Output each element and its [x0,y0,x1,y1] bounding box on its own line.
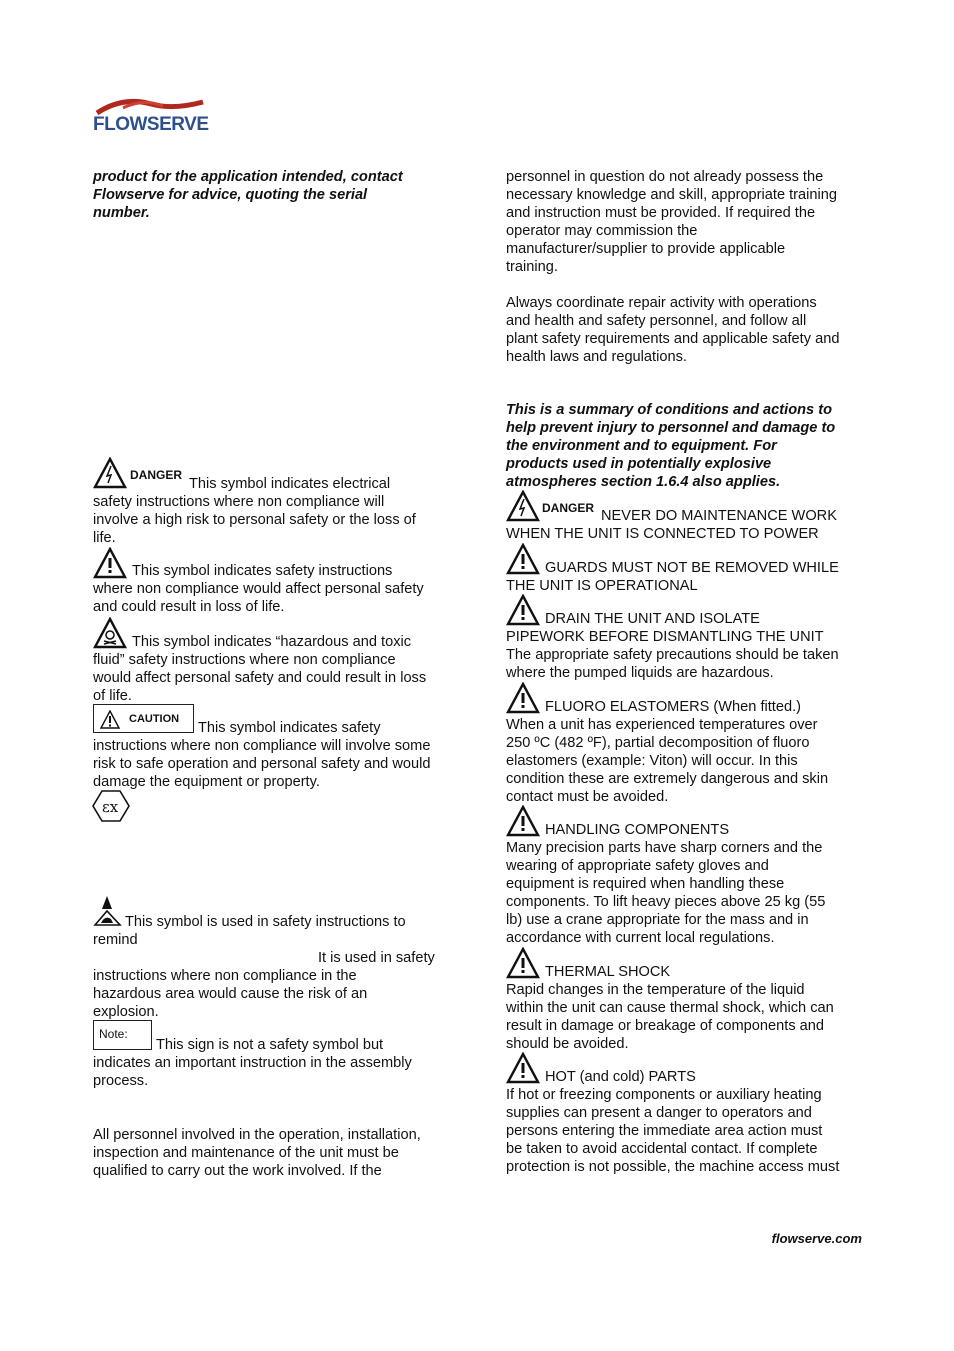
warning-hot-parts-text: HOT (and cold) PARTS If hot or freezing components or auxiliary heating supplies can present a danger to operators and persons entering the immediate area action must be taken to avoid accidental contact. If complete protection is not possible, the machine access must [506,1069,840,1175]
warning-fluoro-text: FLUORO ELASTOMERS (When fitted.) When a unit has experienced temperatures over 250 ºC (482 ºF), partial decomposition of fluoro elastomers (example: Viton) will occur. In this condition these are extremely dangerous and skin contact must be avoided. [506,699,829,805]
caution-label: CAUTION [129,713,180,725]
note-label: Note: [99,1027,128,1041]
explosion-ex-icon [92,789,130,828]
footer-website: flowserve.com [771,1231,862,1246]
flowserve-logo [93,98,208,143]
symbol-note-text: This sign is not a safety symbol but indicates an important instruction in the assembly process. [93,1037,412,1089]
personnel-continued-text: personnel in question do not already possess the necessary knowledge and skill, appropriate training and instruction must be provided. If required the operator may commission the manufacturer/supplier to provide applicable training. [506,169,837,275]
symbol-esd-text: This symbol is used in safety instructions to remind It is used in safety instructions where non compliance in the hazardous area would cause the risk of an explosion. [93,914,435,1020]
summary-bold-text: This is a summary of conditions and actions to help prevent injury to personnel and damage to the environment and to equipment. For products used in potentially explosive atmospheres section 1.6.4 also applies. [506,402,836,490]
symbol-caution-text: This symbol indicates safety instructions where non compliance will involve some risk to safe operation and personal safety and would damage the equipment or property. [93,720,431,790]
logo-text: FLOWSERVE [93,114,209,135]
danger-label: DANGER [130,468,183,482]
svg-text:εx: εx [102,798,119,816]
danger-label: DANGER [542,501,595,515]
symbol-safety-text: This symbol indicates safety instructions where non compliance would affect personal safety and could result in loss of life. [93,563,424,615]
intro-bold-text: product for the application intended, contact Flowserve for advice, quoting the serial number. [93,169,403,221]
warning-maintenance-text: NEVER DO MAINTENANCE WORK WHEN THE UNIT IS CONNECTED TO POWER [506,508,837,542]
warning-guards-text: GUARDS MUST NOT BE REMOVED WHILE THE UNIT IS OPERATIONAL [506,560,839,594]
symbol-electrical-text: This symbol indicates electrical safety instructions where non compliance will involve a high risk to personal safety or the loss of life. [93,476,416,546]
personnel-text: All personnel involved in the operation, installation, inspection and maintenance of the unit must be qualified to carry out the work involved. If the [93,1127,421,1179]
coordinate-text: Always coordinate repair activity with operations and health and safety personnel, and follow all plant safety requirements and applicable safety and health laws and regulations. [506,295,840,365]
warning-drain-text: DRAIN THE UNIT AND ISOLATE PIPEWORK BEFORE DISMANTLING THE UNIT The appropriate safety precautions should be taken where the pumped liquids are hazardous. [506,611,839,681]
symbol-toxic-text: This symbol indicates “hazardous and toxic fluid” safety instructions where non compliance would affect personal safety and could result in loss of life. [93,634,427,704]
warning-thermal-text: THERMAL SHOCK Rapid changes in the temperature of the liquid within the unit can cause thermal shock, which can result in damage or breakage of components and should be avoided. [506,964,834,1052]
warning-handling-text: HANDLING COMPONENTS Many precision parts have sharp corners and the wearing of appropriate safety gloves and equipment is required when handling these components. To lift heavy pieces above 25 kg (55 lb) use a crane appropriate for the mass and in accordance with current local regulations. [506,822,826,946]
